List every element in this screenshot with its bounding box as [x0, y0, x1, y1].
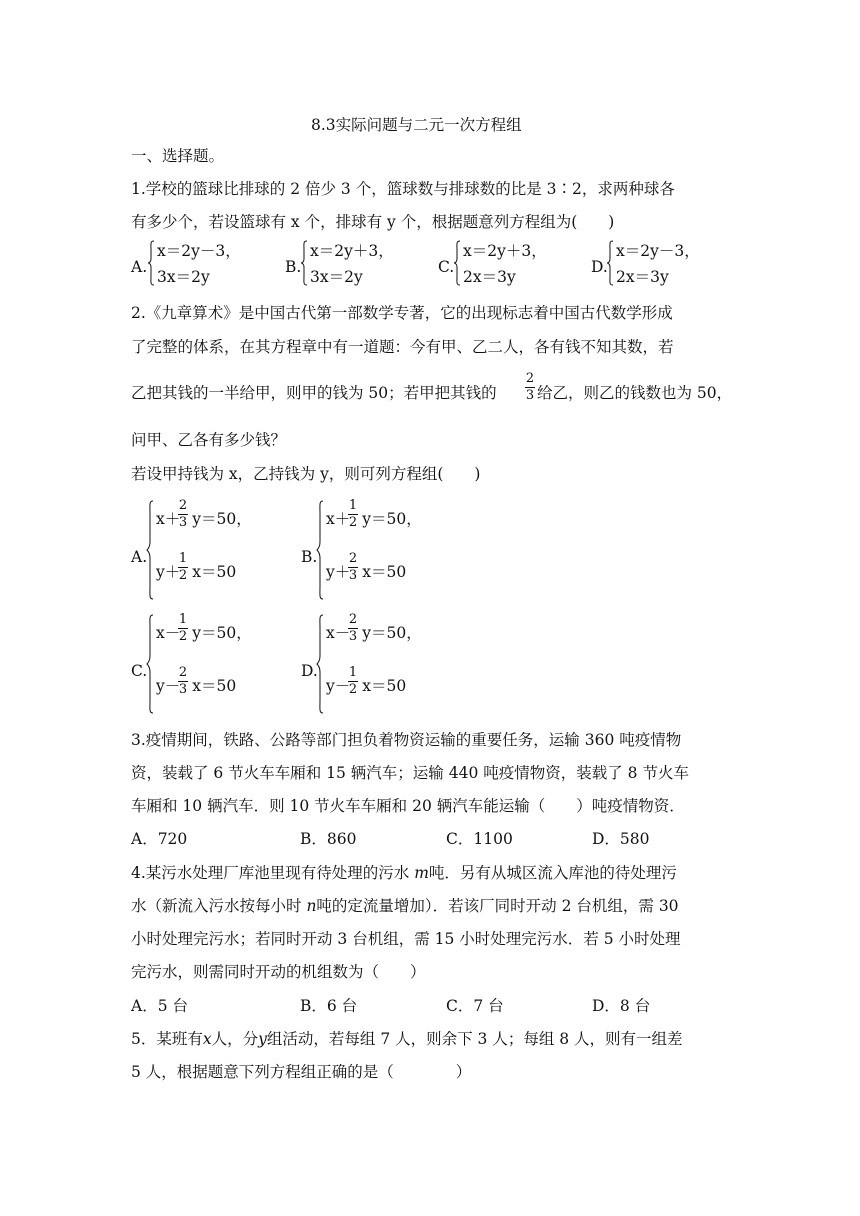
fraction-denominator: 3 — [348, 568, 358, 583]
fraction-two-thirds — [525, 372, 535, 403]
left-brace-icon — [316, 614, 324, 714]
fraction-denominator: 3 — [178, 682, 188, 697]
equation-1: x＝2y＋3， — [310, 242, 394, 260]
fraction-numerator: 1 — [178, 612, 188, 627]
equation-2 — [326, 676, 406, 696]
equation-term: x＋ — [326, 510, 351, 528]
equation-term: y＝50， — [192, 510, 252, 528]
coefficient-fraction — [348, 666, 358, 697]
variable-m: m — [414, 864, 429, 882]
question-1-line-1: 1.学校的篮球比排球的 2 倍少 3 个，篮球数与排球数的比是 3∶2，求两种球各 — [131, 180, 675, 198]
equation-term: y＋ — [156, 563, 181, 581]
fraction-denominator: 2 — [178, 568, 188, 583]
q3-option-d[interactable]: D．580 — [592, 830, 650, 848]
q2-option-c-system[interactable] — [146, 614, 276, 714]
variable-x: x — [202, 1030, 212, 1048]
coefficient-fraction — [178, 613, 188, 644]
fraction-numerator: 1 — [348, 498, 358, 513]
text-run: 人，分 — [211, 1030, 259, 1048]
coefficient-fraction — [178, 552, 188, 583]
variable-y: y — [258, 1030, 267, 1048]
equation-term: y－ — [326, 677, 351, 695]
equation-term: y＝50， — [362, 624, 422, 642]
equation-term: y－ — [156, 677, 181, 695]
q4-option-c[interactable]: C．7 台 — [446, 997, 504, 1015]
fraction-denominator: 3 — [178, 515, 188, 530]
coefficient-fraction — [348, 552, 358, 583]
coefficient-fraction — [348, 613, 358, 644]
question-3-line-1: 3.疫情期间，铁路、公路等部门担负着物资运输的重要任务，运输 360 吨疫情物 — [131, 731, 682, 749]
equation-1 — [326, 623, 422, 643]
fraction-numerator: 2 — [348, 551, 358, 566]
equation-term: x－ — [326, 624, 351, 642]
q1-option-b-system[interactable] — [300, 240, 420, 286]
text-run: 5．某班有 — [131, 1030, 203, 1048]
question-2-line-1: 2.《九章算术》是中国古代第一部数学专著，它的出现标志着中国古代数学形成 — [131, 304, 673, 322]
left-brace-icon — [146, 614, 154, 714]
left-brace-icon — [316, 500, 324, 600]
equation-term: x＝50 — [192, 677, 237, 695]
q2-option-c-label[interactable]: C. — [131, 662, 148, 680]
text-run: 组活动，若每组 7 人，则余下 3 人；每组 8 人，则有一组差 — [266, 1030, 683, 1048]
equation-2: 2x＝3y — [616, 268, 669, 286]
fraction-numerator: 2 — [348, 612, 358, 627]
equation-2 — [156, 562, 236, 582]
q2-option-d-system[interactable] — [316, 614, 446, 714]
q1-option-c-system[interactable] — [453, 240, 573, 286]
question-4-line-2 — [131, 896, 679, 916]
fraction-denominator: 2 — [348, 515, 358, 530]
fraction-numerator: 1 — [178, 551, 188, 566]
question-2-line-3-part-2: 给乙，则乙的钱数也为 50， — [537, 384, 733, 402]
left-brace-icon — [147, 240, 155, 286]
left-brace-icon — [453, 240, 461, 286]
question-5-line-2: 5 人，根据题意下列方程组正确的是（ ） — [131, 1063, 472, 1081]
equation-term: x＝50 — [362, 563, 407, 581]
question-4-line-3: 小时处理完污水；若同时开动 3 台机组，需 15 小时处理完污水．若 5 小时处理 — [131, 930, 681, 948]
question-2-line-4: 问甲、乙各有多少钱？ — [131, 431, 287, 449]
q2-option-a-label[interactable]: A. — [131, 548, 148, 566]
left-brace-icon — [300, 240, 308, 286]
left-brace-icon — [146, 500, 154, 600]
q2-option-b-system[interactable] — [316, 500, 446, 600]
q2-option-b-label[interactable]: B. — [301, 548, 318, 566]
fraction-denominator: 3 — [525, 388, 535, 403]
q1-option-a-label[interactable]: A. — [131, 258, 148, 276]
equation-term: x＋ — [156, 510, 181, 528]
coefficient-fraction — [348, 499, 358, 530]
equation-term: x＝50 — [362, 677, 407, 695]
coefficient-fraction — [178, 499, 188, 530]
equation-2: 3x＝2y — [310, 268, 363, 286]
question-2-line-3-part-1: 乙把其钱的一半给甲，则甲的钱为 50；若甲把其钱的 — [131, 384, 497, 402]
question-5-line-1 — [131, 1029, 683, 1049]
question-2-line-2: 了完整的体系，在其方程章中有一道题：今有甲、乙二人，各有钱不知其数，若 — [131, 338, 674, 356]
question-3-line-3: 车厢和 10 辆汽车．则 10 节火车车厢和 20 辆汽车能运输（ ）吨疫情物资． — [131, 797, 685, 815]
variable-n: n — [306, 897, 317, 915]
equation-1: x＝2y＋3， — [463, 242, 547, 260]
question-2-line-5: 若设甲持钱为 x，乙持钱为 y，则可列方程组( ) — [131, 465, 481, 483]
q3-option-b[interactable]: B．860 — [300, 830, 357, 848]
q4-option-d[interactable]: D．8 台 — [592, 997, 651, 1015]
q3-option-a[interactable]: A．720 — [131, 830, 188, 848]
text-run: 吨的定流量增加）．若该厂同时开动 2 台机组，需 30 — [316, 897, 679, 915]
fraction-numerator: 2 — [178, 498, 188, 513]
equation-1 — [326, 509, 422, 529]
question-4-line-4: 完污水，则需同时开动的机组数为（ ） — [131, 963, 426, 981]
equation-1 — [156, 623, 252, 643]
text-run: 吨．另有从城区流入库池的待处理污 — [428, 864, 677, 882]
question-1-line-2: 有多少个，若设篮球有 x 个，排球有 y 个，根据题意列方程组为( ) — [131, 213, 615, 231]
section-heading: 一、选择题。 — [131, 147, 225, 165]
equation-2 — [326, 562, 406, 582]
left-brace-icon — [606, 240, 614, 286]
page-title: 8.3实际问题与二元一次方程组 — [311, 116, 522, 134]
q2-option-a-system[interactable] — [146, 500, 276, 600]
equation-term: x＝50 — [192, 563, 237, 581]
fraction-numerator: 2 — [525, 371, 535, 386]
fraction-numerator: 2 — [178, 665, 188, 680]
equation-2 — [156, 676, 236, 696]
fraction-numerator: 1 — [348, 665, 358, 680]
q1-option-d-label[interactable]: D. — [591, 258, 608, 276]
question-4-line-1 — [131, 863, 677, 883]
q3-option-c[interactable]: C．1100 — [446, 830, 513, 848]
equation-1 — [156, 509, 252, 529]
q1-option-b-label[interactable]: B. — [285, 258, 302, 276]
text-run: 4.某污水处理厂库池里现有待处理的污水 — [131, 864, 415, 882]
equation-term: y＋ — [326, 563, 351, 581]
q1-option-a-system[interactable] — [147, 240, 267, 286]
equation-1: x＝2y－3， — [616, 242, 700, 260]
equation-1: x＝2y－3， — [157, 242, 241, 260]
q1-option-c-label[interactable]: C. — [438, 258, 455, 276]
equation-2: 3x＝2y — [157, 268, 210, 286]
equation-term: y＝50， — [362, 510, 422, 528]
coefficient-fraction — [178, 666, 188, 697]
equation-term: y＝50， — [192, 624, 252, 642]
text-run: 水（新流入污水按每小时 — [131, 897, 307, 915]
equation-2: 2x＝3y — [463, 268, 516, 286]
fraction-denominator: 2 — [348, 682, 358, 697]
q4-option-b[interactable]: B．6 台 — [300, 997, 358, 1015]
fraction-denominator: 3 — [348, 629, 358, 644]
equation-term: x－ — [156, 624, 181, 642]
q2-option-d-label[interactable]: D. — [301, 662, 318, 680]
q1-option-d-system[interactable] — [606, 240, 726, 286]
question-3-line-2: 资，装载了 6 节火车车厢和 15 辆汽车；运输 440 吨疫情物资，装载了 8 节火车 — [131, 764, 689, 782]
fraction-denominator: 2 — [178, 629, 188, 644]
q4-option-a[interactable]: A．5 台 — [131, 997, 188, 1015]
